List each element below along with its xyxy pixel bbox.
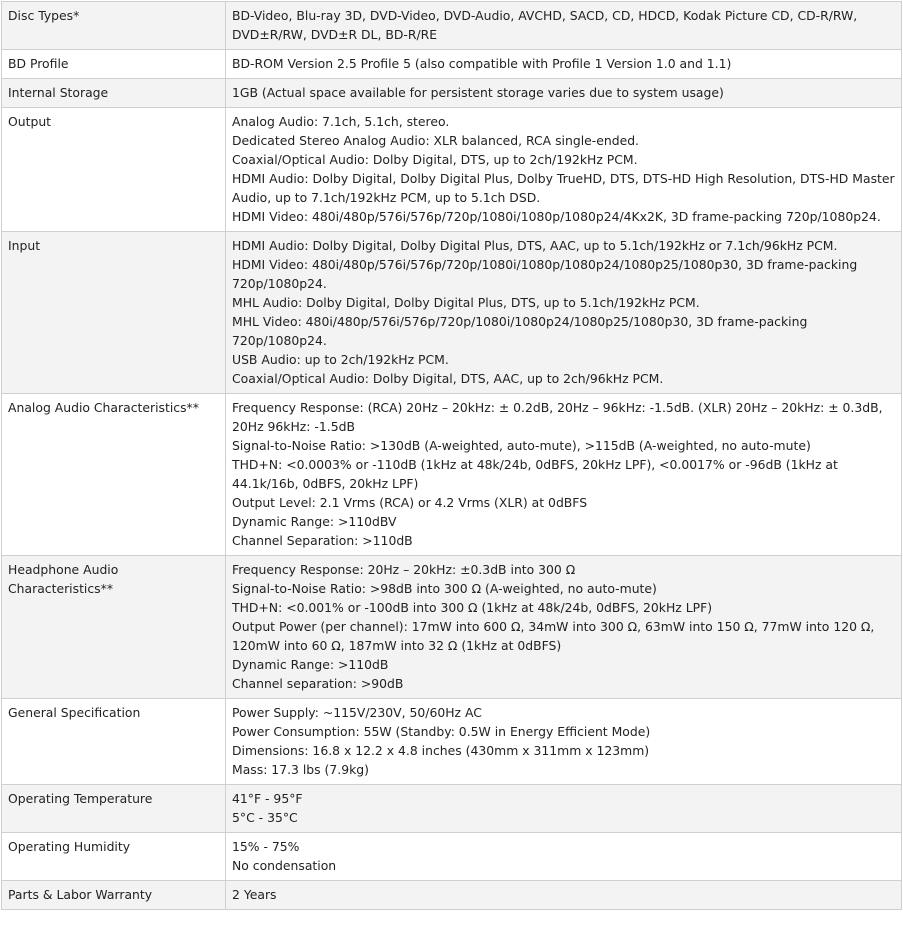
spec-value-line: BD-Video, Blu-ray 3D, DVD-Video, DVD-Audio, AVCHD, SACD, CD, HDCD, Kodak Picture CD, CD-R/RW, DVD±R/RW, DVD±R DL, BD-R/RE [232,8,858,42]
spec-value-line: 2 Years [232,887,277,902]
spec-label: Headphone Audio Characteristics** [2,556,226,699]
spec-value-line: USB Audio: up to 2ch/192kHz PCM. [232,352,449,367]
spec-value-line: Frequency Response: (RCA) 20Hz – 20kHz: ± 0.2dB, 20Hz – 96kHz: -1.5dB. (XLR) 20Hz – 20kHz: ± 0.3dB, 20Hz 96kHz: -1.5dB [232,400,883,434]
spec-label: Operating Humidity [2,833,226,881]
spec-label: Internal Storage [2,79,226,108]
spec-value [226,50,902,79]
spec-value-line: HDMI Audio: Dolby Digital, Dolby Digital Plus, DTS, AAC, up to 5.1ch/192kHz or 7.1ch/96kHz PCM. [232,238,838,253]
spec-row [2,2,902,50]
spec-value-line: Signal-to-Noise Ratio: >98dB into 300 Ω (A-weighted, no auto-mute) [232,581,657,596]
spec-label: Analog Audio Characteristics** [2,394,226,556]
spec-row [2,394,902,556]
spec-value [226,699,902,785]
spec-row [2,833,902,881]
spec-value-line: HDMI Video: 480i/480p/576i/576p/720p/1080i/1080p/1080p24/1080p25/1080p30, 3D frame-packing 720p/1080p24. [232,257,858,291]
spec-row [2,232,902,394]
spec-value-line: Dedicated Stereo Analog Audio: XLR balanced, RCA single-ended. [232,133,639,148]
spec-value-line: BD-ROM Version 2.5 Profile 5 (also compatible with Profile 1 Version 1.0 and 1.1) [232,56,732,71]
spec-value-line: Dynamic Range: >110dBV [232,514,397,529]
spec-row [2,699,902,785]
spec-label: BD Profile [2,50,226,79]
spec-label: General Specification [2,699,226,785]
spec-value [226,785,902,833]
spec-label: Disc Types* [2,2,226,50]
spec-value [226,79,902,108]
spec-value [226,2,902,50]
spec-table-body [2,2,902,910]
spec-value [226,833,902,881]
spec-label: Input [2,232,226,394]
spec-table [1,1,902,910]
spec-row [2,79,902,108]
spec-row [2,556,902,699]
spec-label: Output [2,108,226,232]
spec-value-line: Power Supply: ~115V/230V, 50/60Hz AC [232,705,482,720]
spec-value-line: MHL Audio: Dolby Digital, Dolby Digital Plus, DTS, up to 5.1ch/192kHz PCM. [232,295,700,310]
spec-row [2,108,902,232]
spec-value-line: THD+N: <0.0003% or -110dB (1kHz at 48k/24b, 0dBFS, 20kHz LPF), <0.0017% or -96dB (1kHz at 44.1k/16b, 0dBFS, 20kHz LPF) [232,457,838,491]
spec-value-line: 15% - 75% [232,839,300,854]
spec-row [2,785,902,833]
spec-value-line: Signal-to-Noise Ratio: >130dB (A-weighted, auto-mute), >115dB (A-weighted, no auto-mute) [232,438,811,453]
spec-value-line: 1GB (Actual space available for persistent storage varies due to system usage) [232,85,724,100]
spec-row [2,50,902,79]
spec-value [226,556,902,699]
spec-value [226,881,902,910]
spec-value-line: HDMI Audio: Dolby Digital, Dolby Digital Plus, Dolby TrueHD, DTS, DTS-HD High Resolution, DTS-HD Master Audio, up to 7.1ch/192kHz PCM, up to 5.1ch DSD. [232,171,895,205]
spec-value-line: Channel separation: >90dB [232,676,404,691]
spec-value-line: THD+N: <0.001% or -100dB into 300 Ω (1kHz at 48k/24b, 0dBFS, 20kHz LPF) [232,600,713,615]
spec-value-line: Dimensions: 16.8 x 12.2 x 4.8 inches (430mm x 311mm x 123mm) [232,743,650,758]
spec-row [2,881,902,910]
spec-value-line: Analog Audio: 7.1ch, 5.1ch, stereo. [232,114,450,129]
spec-value-line: 5°C - 35°C [232,810,298,825]
spec-value-line: Coaxial/Optical Audio: Dolby Digital, DTS, AAC, up to 2ch/96kHz PCM. [232,371,664,386]
spec-value-line: Coaxial/Optical Audio: Dolby Digital, DTS, up to 2ch/192kHz PCM. [232,152,638,167]
spec-value-line: Channel Separation: >110dB [232,533,413,548]
spec-label: Operating Temperature [2,785,226,833]
spec-value-line: Output Power (per channel): 17mW into 600 Ω, 34mW into 300 Ω, 63mW into 150 Ω, 77mW into 120 Ω, 120mW into 60 Ω, 187mW into 32 Ω (1kHz at 0dBFS) [232,619,875,653]
spec-value-line: Mass: 17.3 lbs (7.9kg) [232,762,369,777]
spec-value [226,232,902,394]
spec-value-line: No condensation [232,858,337,873]
spec-value-line: 41°F - 95°F [232,791,303,806]
spec-value [226,394,902,556]
spec-value-line: Frequency Response: 20Hz – 20kHz: ±0.3dB into 300 Ω [232,562,576,577]
spec-value-line: MHL Video: 480i/480p/576i/576p/720p/1080i/1080p24/1080p25/1080p30, 3D frame-packing 720p/1080p24. [232,314,808,348]
spec-value-line: Power Consumption: 55W (Standby: 0.5W in Energy Efficient Mode) [232,724,651,739]
spec-value-line: Output Level: 2.1 Vrms (RCA) or 4.2 Vrms (XLR) at 0dBFS [232,495,588,510]
spec-label: Parts & Labor Warranty [2,881,226,910]
spec-value-line: HDMI Video: 480i/480p/576i/576p/720p/1080i/1080p/1080p24/4Kx2K, 3D frame-packing 720p/1080p24. [232,209,881,224]
spec-value-line: Dynamic Range: >110dB [232,657,389,672]
spec-value [226,108,902,232]
